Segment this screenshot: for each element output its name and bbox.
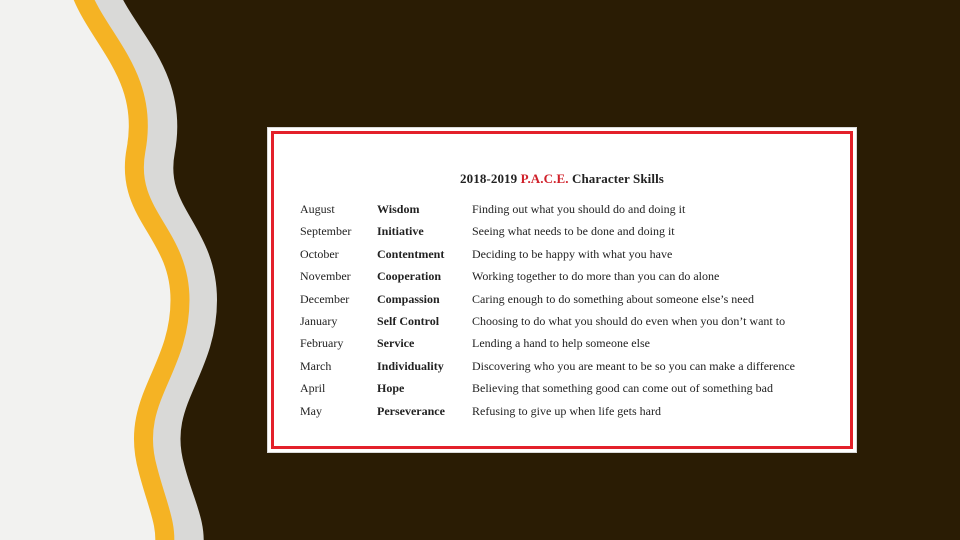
skill-cell: Contentment	[377, 246, 445, 261]
month-cell: November	[300, 269, 351, 284]
skill-cell: Initiative	[377, 224, 424, 239]
description-cell: Refusing to give up when life gets hard	[472, 403, 661, 418]
decorative-wave-panel	[0, 0, 260, 540]
skill-cell: Wisdom	[377, 202, 420, 216]
month-cell: January	[300, 313, 338, 328]
description-cell: Choosing to do what you should do even when you don’t want to	[472, 313, 786, 328]
description-cell: Deciding to be happy with what you have	[472, 246, 673, 261]
description-cell: Caring enough to do something about someone else’s need	[472, 291, 754, 306]
month-cell: October	[300, 246, 339, 261]
description-cell: Working together to do more than you can do alone	[472, 269, 720, 284]
description-cell: Discovering who you are meant to be so you can make a difference	[472, 358, 795, 373]
description-cell: Believing that something good can come out of something bad	[472, 381, 773, 396]
document-red-frame	[271, 131, 853, 449]
title-prefix: 2018-2019	[460, 171, 521, 186]
document-title	[274, 171, 850, 187]
wave-decoration	[0, 0, 260, 540]
skill-cell: Individuality	[377, 358, 444, 373]
description-cell: Seeing what needs to be done and doing it	[472, 224, 675, 239]
skill-cell: Cooperation	[377, 269, 441, 284]
month-cell: February	[300, 336, 344, 351]
month-cell: March	[300, 358, 332, 373]
skill-cell: Compassion	[377, 291, 440, 306]
skill-cell: Service	[377, 336, 415, 351]
month-cell: August	[300, 202, 335, 216]
description-cell: Lending a hand to help someone else	[472, 336, 650, 351]
title-suffix: Character Skills	[568, 171, 664, 186]
skill-cell: Hope	[377, 381, 405, 396]
month-cell: September	[300, 224, 352, 239]
month-cell: December	[300, 291, 350, 306]
month-cell: April	[300, 381, 326, 396]
skill-cell: Perseverance	[377, 403, 445, 418]
description-cell: Finding out what you should do and doing it	[472, 202, 686, 216]
document-card	[267, 127, 857, 453]
skill-cell: Self Control	[377, 313, 440, 328]
title-accent: P.A.C.E.	[520, 171, 569, 186]
month-cell: May	[300, 403, 322, 418]
